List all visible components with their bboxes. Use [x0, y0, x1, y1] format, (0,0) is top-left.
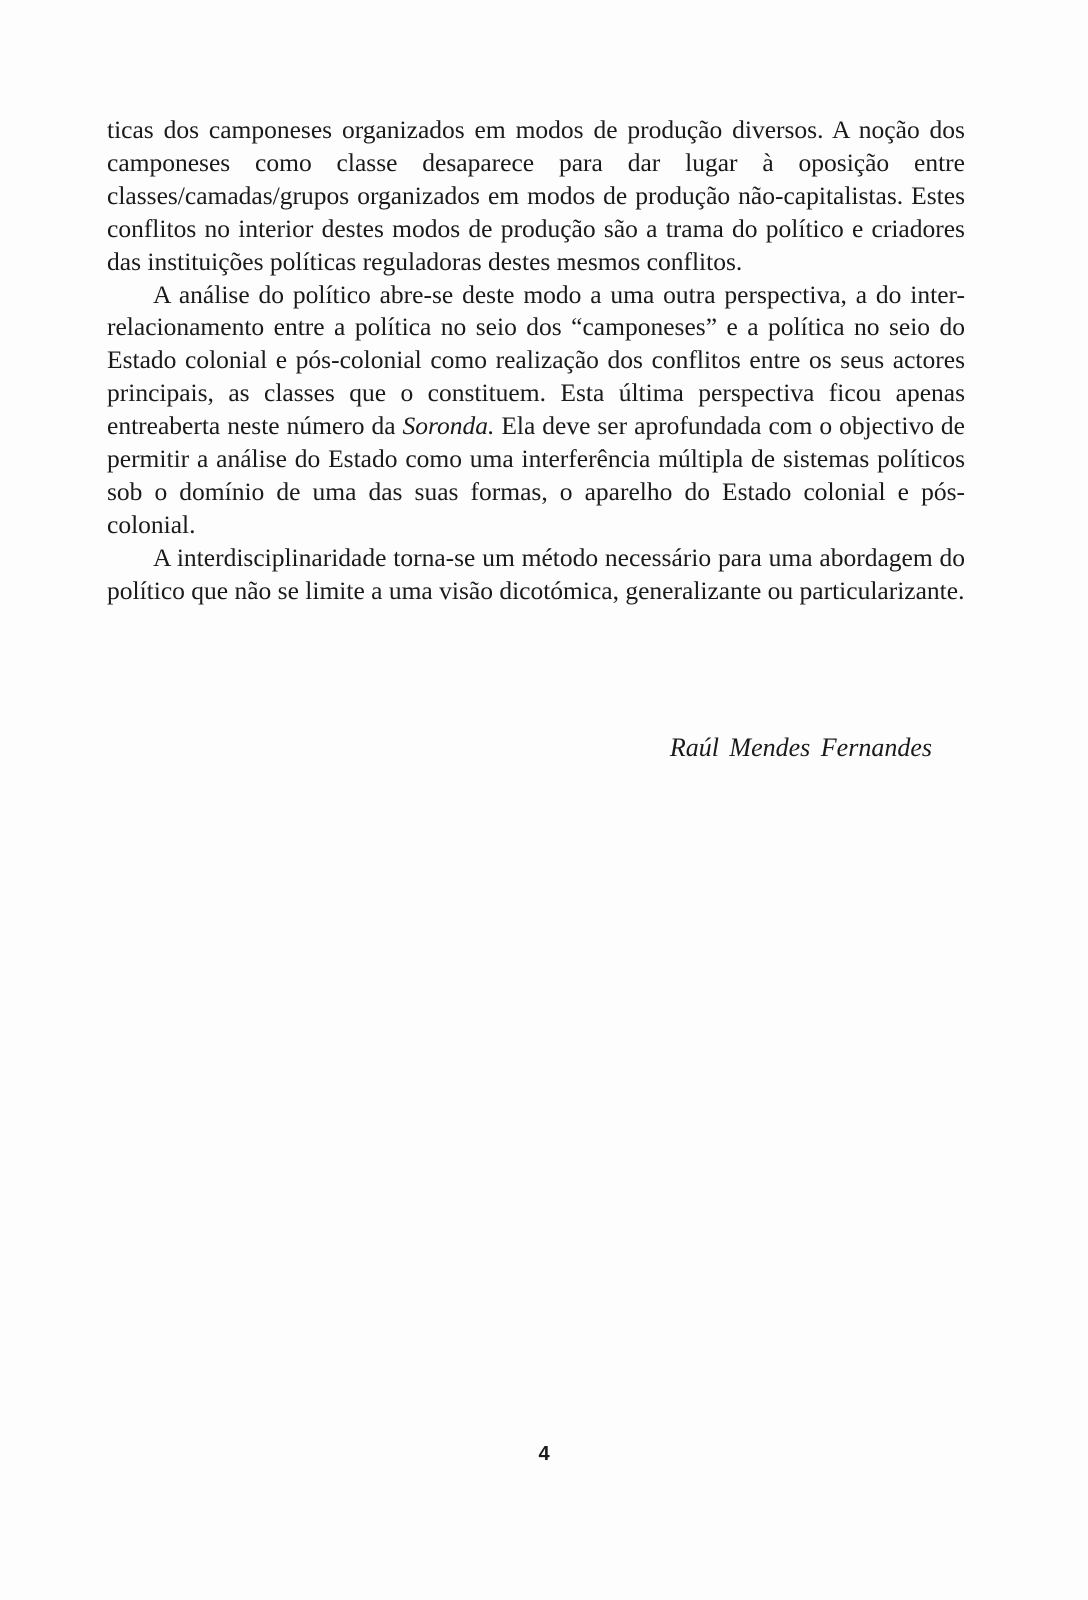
paragraph-2-text-start: A análise do político abre-se deste modo a uma outra perspectiva, a do inter-relacionamento entre a política no seio dos “camponeses” e a política no seio do Estado colonial e pós-colonial como realização dos conflitos entre os seus actores principais, as classes que o constituem. Esta última perspectiva ficou apenas entreaberta neste número da	[107, 279, 965, 441]
paragraph-2-text-end: Ela deve ser aprofundada com o objectivo de permitir a análise do Estado como uma interferência múltipla de sistemas políticos sob o domínio de uma das suas formas, o aparelho do Estado colonial e pós-colonial.	[107, 411, 965, 539]
page-number: 4	[538, 1443, 550, 1465]
paragraph-1: ticas dos camponeses organizados em modos de produção diversos. A noção dos camponeses como classe desaparece para dar lugar à oposição entre classes/camadas/grupos organizados em modos de produção não-capitalistas. Estes conflitos no interior destes modos de produção são a trama do político e criadores das instituições políticas reguladoras destes mesmos conflitos.	[107, 115, 965, 276]
paragraph-2	[107, 279, 965, 542]
body-text	[107, 114, 965, 608]
paragraph-3: A interdisciplinaridade torna-se um método necessário para uma abordagem do político que não se limite a uma visão dicotómica, generalizante ou particularizante.	[107, 542, 965, 605]
journal-title: Soronda.	[402, 411, 495, 441]
author-signature: Raúl Mendes Fernandes	[669, 733, 932, 762]
